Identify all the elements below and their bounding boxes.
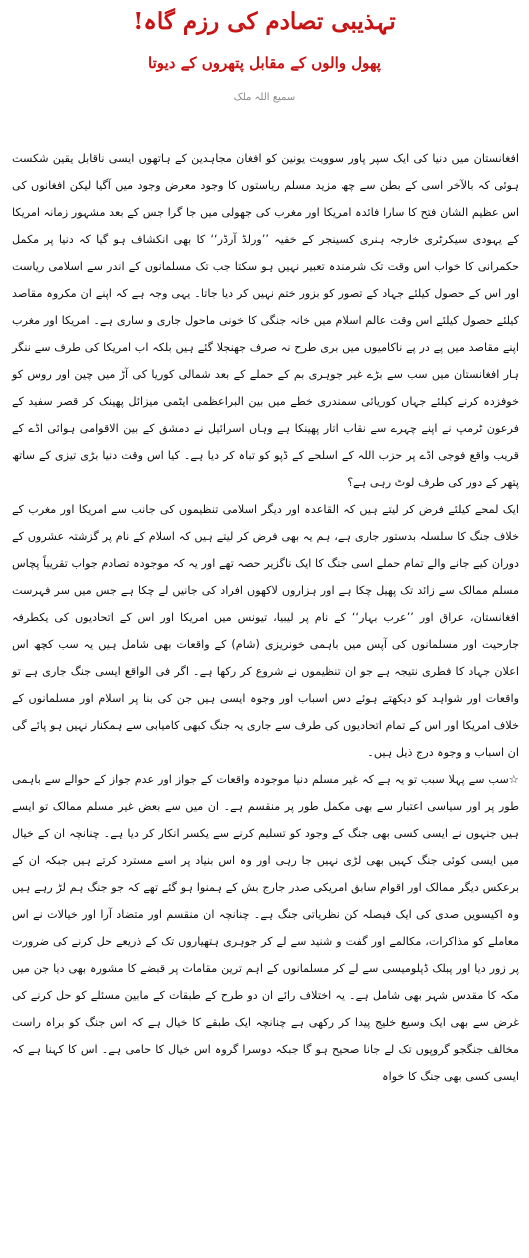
- article-paragraph: ایک لمحے کیلئے فرض کر لیتے ہیں کہ القاعدہ اور دیگر اسلامی تنظیموں کی جانب سے امریکا اور مغرب کے خلاف جنگ کا سلسلہ بدستور جاری ہے، ہم یہ بھی فرض کر لیتے ہیں کہ اسلام کے نام پر گزشتہ عشروں کے دوران کیے جانے والے تمام حملے اسی جنگ کا ایک ناگزیر حصہ تھے اور یہ کہ موجودہ تصادم جواب تقریباً پچاس مسلم ممالک سے زائد تک پھیل چکا ہے اور ہزاروں لاکھوں افراد کی جانیں لے چکا ہے جس میں سر فہرست افغانستان، عراق اور ’’عرب بہار‘‘ کے نام پر لیبیا، تیونس میں امریکا اور اس کے اتحادیوں کی یکطرفہ جارحیت اور مسلمانوں کی آپس میں باہمی خونریزی (شام) کے واقعات بھی شامل ہیں یہ سب کچھ اس اعلان جہاد کا فطری نتیجہ ہے جو ان تنظیموں نے شروع کر رکھا ہے۔ اگر فی الواقع ایسی جنگ جاری ہے تو واقعات اور شواہد کو دیکھتے ہوئے دس اسباب اور وجوہ ایسی ہیں جن کی بنا پر اسلام اور مسلمانوں کے خلاف امریکا اور اس کے تمام اتحادیوں کی طرف سے جاری یہ جنگ کبھی کامیابی سے ہمکنار نہیں ہو پائے گی ان اسباب و وجوہ درج ذیل ہیں۔: [12, 503, 519, 759]
- article-subtitle: پھول والوں کے مقابل پتھروں کے دیوتا: [148, 54, 381, 72]
- article-header: [0, 0, 529, 106]
- article-title: تہذیبی تصادم کی رزم گاہ!: [133, 8, 396, 35]
- article-paragraph: [12, 766, 519, 1090]
- article-body: [12, 145, 519, 1090]
- bullet-star-icon: ☆: [508, 773, 519, 786]
- author-name: سمیع اللہ ملک: [233, 92, 296, 103]
- article-paragraph: افغانستان میں دنیا کی ایک سپر پاور سوویت یونین کو افغان مجاہدین کے ہاتھوں ایسی ناقابل یقین شکست ہوئی کہ بالآخر اسی کے بطن سے چھ مزید مسلم ریاستوں کا وجود معرض وجود میں آگیا لیکن افغانوں کی اس عظیم الشان فتح کا سارا فائدہ امریکا اور مغرب کی جھولی میں جا گرا جس کے بعد مشہور زمانہ امریکا کے یہودی سیکرٹری خارجہ ہنری کسینجر کے خفیہ ’’ورلڈ آرڈر‘‘ کا بھی انکشاف ہو گیا کہ دنیا پر مکمل حکمرانی کا خواب اس وقت تک شرمندہ تعبیر نہیں ہو سکتا جب تک مسلمانوں کے اندر سے اسلامی ریاست اور اس کے حصول کیلئے جہاد کے تصور کو بزور ختم نہیں کر دیا جاتا۔ یہی وجہ ہے کہ اپنے ان مکروہ مقاصد کیلئے حصول کیلئے اس وقت عالم اسلام میں خانہ جنگی کا خونی ماحول جاری و ساری ہے۔ امریکا اور مغرب اپنے مقاصد میں پے در پے ناکامیوں میں بری طرح نہ صرف جھنجلا گئے ہیں بلکہ اب امریکا کی طرف سے ننگر ہار افغانستان میں سب سے بڑے غیر جوہری بم کے حملے کے بعد شمالی کوریا کی آڑ میں چین اور روس کو خوفزدہ کرنے کیلئے جہاں کوریائی سمندری خطے میں بین البراعظمی ایٹمی میزائل پھینک کر قصر سفید کے فرعون ٹرمپ نے اپنے چہرے سے نقاب اتار پھینکا ہے وہاں اسرائیل نے دمشق کے بین الاقوامی ہوائی اڈے کے قریب واقع فوجی اڈے پر حزب اللہ کے اسلحے کے ڈپو کو تباہ کر دیا ہے۔ کیا اس وقت دنیا بڑی تیزی کے ساتھ پتھر کے دور کی طرف لوٹ رہی ہے؟: [12, 152, 519, 489]
- article-paragraph-text: سب سے پہلا سبب تو یہ ہے کہ غیر مسلم دنیا موجودہ واقعات کے جواز اور عدم جواز کے حوالے سے باہمی طور پر اور سیاسی اعتبار سے بھی مکمل طور پر منقسم ہے۔ ان میں سے بعض غیر مسلم ممالک تو ایسے ہیں جنہوں نے ایسی کسی بھی جنگ کے وجود کو تسلیم کرنے سے یکسر انکار کر دیا ہے۔ چنانچہ ان کے خیال میں ایسی کوئی جنگ کہیں بھی لڑی نہیں جا رہی اور وہ اس بنیاد پر اسے مسترد کرتے ہیں جبکہ ان کے برعکس دیگر ممالک اور اقوام سابق امریکی صدر جارج بش کے ہمنوا ہو گئے تھے کہ جو جنگ ہم لڑ رہے ہیں وہ اکیسویں صدی کی ایک فیصلہ کن نظریاتی جنگ ہے۔ چنانچہ ان منقسم اور متضاد آرا اور خیالات نے اس معاملے کو مذاکرات، مکالمے اور گفت و شنید سے لے کر جوہری ہتھیاروں تک کے ذریعے حل کرنے کی ضرورت پر زور دیا اور پبلک ڈپلومیسی سے لے کر مسلمانوں کے اہم ترین مقامات پر قبضے کا مشورہ بھی دیا جن میں مکہ کا مقدس شہر بھی شامل ہے۔ یہ اختلاف رائے ان دو طرح کے طبقات کے مابین مسئلے کو حل کرنے کی غرض سے بھی ایک وسیع خلیج پیدا کر رکھی ہے چنانچہ ایک طبقے کا خیال ہے کہ اس جنگ کو براہ راست مخالف جنگجو گروپوں تک لے جانا صحیح ہو گا جبکہ دوسرا گروہ اس خیال کا حامی ہے۔ اس کا کہنا ہے کہ ایسی کسی بھی جنگ کا خواہ: [12, 773, 519, 1083]
